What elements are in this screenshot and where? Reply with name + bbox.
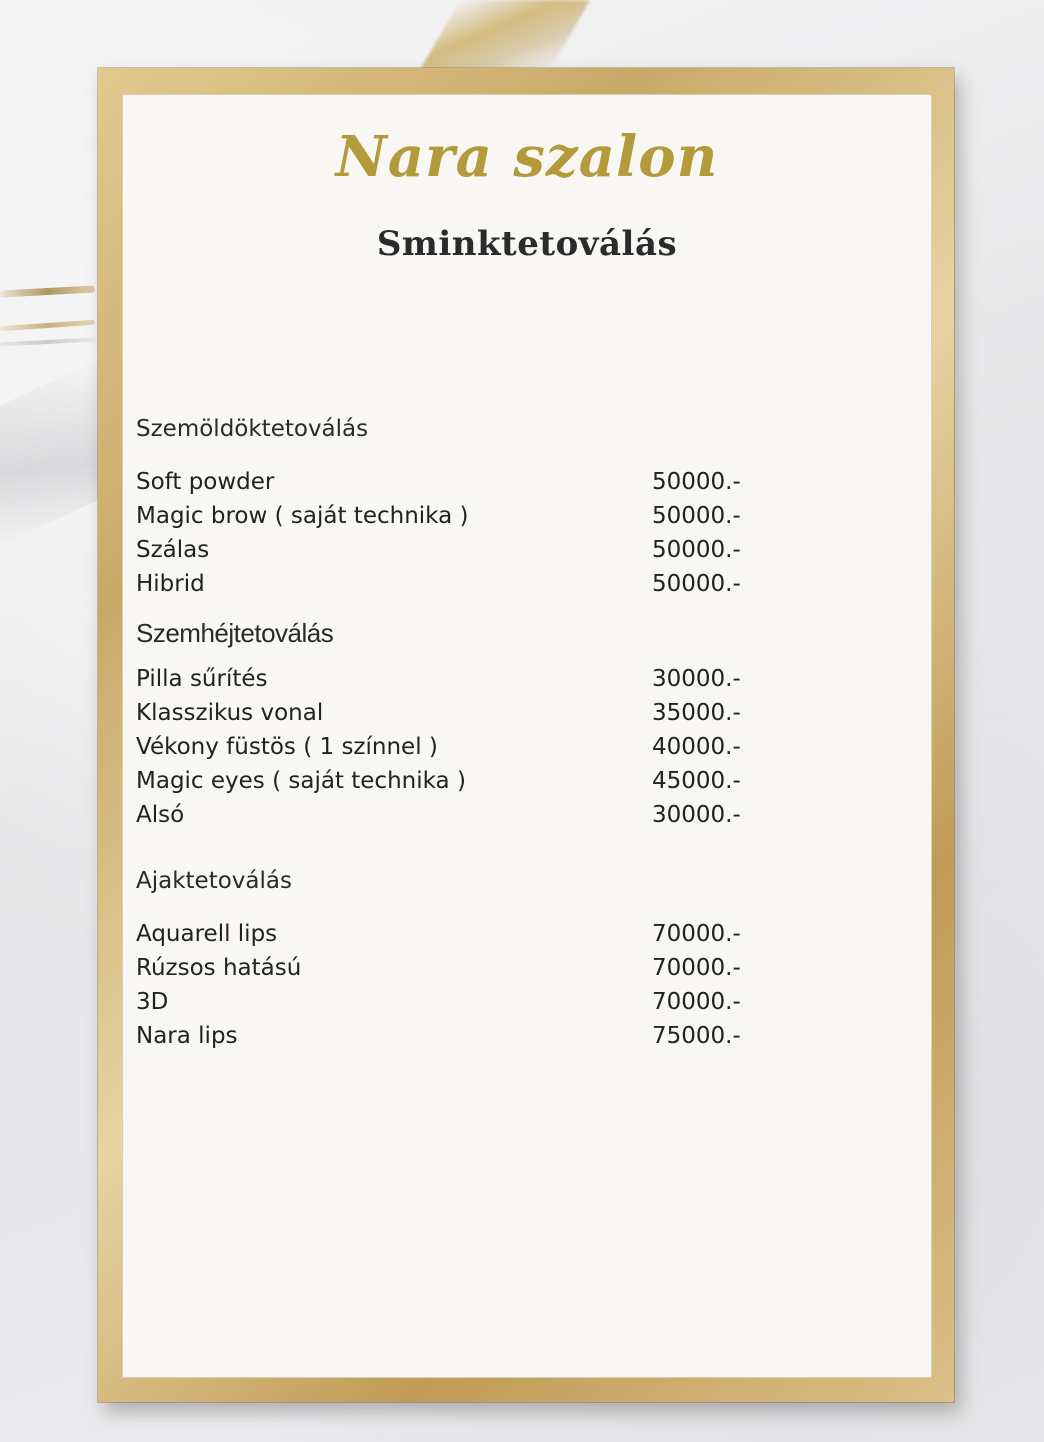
service-name: Pilla sűrítés: [136, 666, 268, 692]
marble-grey-vein: [0, 354, 110, 545]
service-name: Nara lips: [136, 1023, 238, 1049]
price-row: [136, 696, 776, 730]
service-name: Magic brow ( saját technika ): [136, 503, 469, 529]
price-row: [136, 917, 776, 951]
marble-gold-vein-top: [420, 0, 590, 70]
service-name: Vékony füstös ( 1 színnel ): [136, 734, 438, 760]
service-price: 30000.-: [652, 802, 741, 828]
service-price: 70000.-: [652, 921, 741, 947]
service-name: Rúzsos hatású: [136, 955, 302, 981]
price-row: [136, 1019, 776, 1053]
price-row: [136, 730, 776, 764]
gold-picture-frame: [98, 68, 954, 1402]
service-name: Klasszikus vonal: [136, 700, 324, 726]
service-price: 70000.-: [652, 955, 741, 981]
service-price: 50000.-: [652, 503, 741, 529]
service-name: Magic eyes ( saját technika ): [136, 768, 466, 794]
price-row: [136, 567, 776, 601]
price-row: [136, 764, 776, 798]
service-price: 50000.-: [652, 571, 741, 597]
price-row: [136, 798, 776, 832]
section-heading-eyebrow: Szemöldöktetoválás: [136, 416, 369, 442]
service-name: Hibrid: [136, 571, 205, 597]
service-price: 50000.-: [652, 537, 741, 563]
price-row: [136, 499, 776, 533]
service-price: 40000.-: [652, 734, 741, 760]
price-row: [136, 985, 776, 1019]
section-heading-eyelid: Szemhéjtetoválás: [136, 618, 334, 648]
service-name: Aquarell lips: [136, 921, 278, 947]
price-row: [136, 533, 776, 567]
price-row: [136, 465, 776, 499]
service-price: 35000.-: [652, 700, 741, 726]
salon-title: Nara szalon: [335, 124, 719, 190]
service-price: 75000.-: [652, 1023, 741, 1049]
service-price: 50000.-: [652, 469, 741, 495]
service-name: Soft powder: [136, 469, 275, 495]
price-row: [136, 951, 776, 985]
marble-grey-vein-left: [0, 338, 95, 347]
menu-subtitle: Sminktetoválás: [376, 224, 678, 264]
price-list-card: [122, 94, 932, 1378]
section-heading-lips: Ajaktetoválás: [136, 868, 292, 894]
marble-gold-vein-left: [0, 286, 95, 298]
service-name: Alsó: [136, 802, 185, 828]
price-row: [136, 662, 776, 696]
service-name: 3D: [136, 989, 169, 1015]
service-price: 30000.-: [652, 666, 741, 692]
marble-gold-vein-left: [0, 320, 95, 332]
service-price: 45000.-: [652, 768, 741, 794]
service-name: Szálas: [136, 537, 210, 563]
service-price: 70000.-: [652, 989, 741, 1015]
